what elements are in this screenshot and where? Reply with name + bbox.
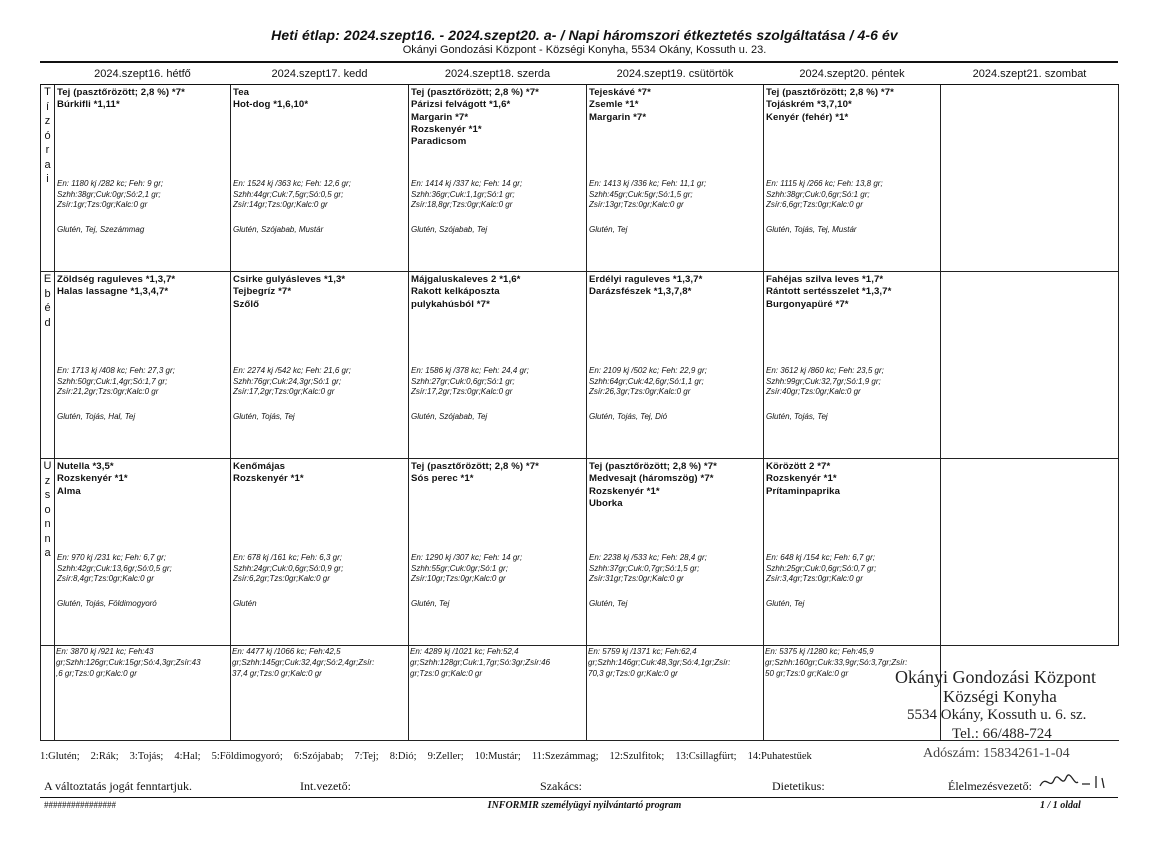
nutrition-info	[57, 179, 229, 211]
nutrition-line: Zsír:3,4gr;Tzs:0gr;Kalc:0 gr	[766, 574, 863, 584]
meal-label	[41, 85, 55, 272]
nutrition-line: En: 2238 kj /533 kc; Feh: 28,4 gr;	[589, 553, 707, 562]
menu-item: Tojáskrém *3,7,10*	[766, 99, 852, 111]
menu-cell	[764, 272, 941, 459]
stamp-line-3: 5534 Okány, Kossuth u. 6. sz.	[907, 707, 1087, 723]
daily-total-line: En: 4289 kj /1021 kc; Feh:52,4	[410, 647, 519, 656]
allergen-info: Glutén, Tej	[589, 225, 628, 234]
menu-items	[409, 459, 586, 486]
weekly-menu-table	[40, 64, 1119, 741]
nutrition-line: Szhh:37gr;Cuk:0,7gr;Só:1,5 gr;	[589, 563, 700, 573]
allergen-legend-item: 12:Szulfitok;	[609, 751, 665, 762]
nutrition-info	[57, 366, 229, 398]
allergen-info: Glutén, Tojás, Hal, Tej	[57, 412, 136, 421]
nutrition-line: Zsír:26,3gr;Tzs:0gr;Kalc:0 gr	[589, 387, 691, 397]
nutrition-line: Zsír:18,8gr;Tzs:0gr;Kalc:0 gr	[411, 200, 513, 210]
daily-total-cell	[587, 646, 764, 741]
menu-items	[231, 85, 408, 112]
menu-items	[231, 459, 408, 486]
nutrition-line: En: 1115 kj /266 kc; Feh: 13,8 gr;	[766, 179, 883, 188]
meal-label	[41, 272, 55, 459]
menu-item: Tej (pasztőrözött; 2,8 %) *7*	[589, 461, 717, 472]
nutrition-line: Szhh:24gr;Cuk:0,6gr;Só:0,9 gr;	[233, 563, 344, 573]
nutrition-info	[233, 179, 407, 211]
nutrition-line: Szhh:38gr;Cuk:0gr;Só:2,1 gr;	[57, 189, 161, 199]
menu-items	[55, 85, 230, 112]
allergen-info: Glutén, Tej	[589, 599, 628, 608]
footer-page: 1 / 1 oldal	[1040, 800, 1081, 811]
menu-item: pulykahúsból *7*	[411, 298, 490, 310]
menu-item: Tej (pasztőrözött; 2,8 %) *7*	[57, 87, 185, 98]
menu-items	[764, 459, 940, 498]
menu-item: Alma	[57, 485, 81, 497]
nutrition-line: Szhh:36gr;Cuk:1,1gr;Só:1 gr;	[411, 189, 515, 199]
menu-item: Rozskenyér *1*	[411, 123, 482, 135]
menu-items	[587, 85, 763, 124]
daily-total-line: gr;Szhh:128gr;Cuk:1,7gr;Só:3gr;Zsír:46	[410, 658, 551, 667]
menu-item: Szőlő	[233, 298, 260, 310]
allergen-info: Glutén, Tojás, Tej, Mustár	[766, 225, 857, 234]
day-header-2: 2024.szept18. szerda	[409, 64, 587, 85]
menu-items	[409, 85, 586, 148]
nutrition-line: Zsír:31gr;Tzs:0gr;Kalc:0 gr	[589, 574, 684, 584]
daily-total-line: En: 5759 kj /1371 kc; Feh:62,4	[588, 647, 697, 656]
totals-label	[41, 646, 55, 741]
day-header-1: 2024.szept17. kedd	[231, 64, 409, 85]
nutrition-line: Szhh:45gr;Cuk:5gr;Só:1,5 gr;	[589, 189, 693, 199]
nutrition-info	[766, 366, 939, 398]
kitchen-stamp	[895, 668, 1127, 763]
nutrition-line: En: 678 kj /161 kc; Feh: 6,3 gr;	[233, 553, 342, 562]
menu-item: Tej (pasztőrözött; 2,8 %) *7*	[411, 461, 539, 472]
menu-cell	[587, 85, 764, 272]
meal-label-letter: U	[43, 460, 52, 472]
allergen-info: Glutén, Szójabab, Mustár	[233, 225, 324, 234]
allergen-legend-item: 1:Glutén;	[40, 751, 80, 762]
menu-item: Rántott sertésszelet *1,3,7*	[766, 286, 892, 298]
stamp-line-4: Tel.: 66/488-724	[952, 726, 1052, 742]
nutrition-line: Zsír:13gr;Tzs:0gr;Kalc:0 gr	[589, 200, 684, 210]
allergen-info: Glutén, Tej	[411, 599, 450, 608]
nutrition-info	[57, 553, 229, 585]
menu-item: Tejeskávé *7*	[589, 87, 651, 98]
allergen-legend-item: 9:Zeller;	[427, 751, 464, 762]
stamp-line-2: Községi Konyha	[943, 687, 1057, 706]
menu-cell	[55, 272, 231, 459]
nutrition-line: Zsír:6,2gr;Tzs:0gr;Kalc:0 gr	[233, 574, 330, 584]
menu-item: Rozskenyér *1*	[57, 473, 128, 485]
menu-item: Körözött 2 *7*	[766, 461, 831, 472]
allergen-info: Glutén	[233, 599, 257, 608]
nutrition-line: Zsír:1gr;Tzs:0gr;Kalc:0 gr	[57, 200, 148, 210]
allergen-legend-item: 2:Rák;	[90, 751, 119, 762]
nutrition-line: En: 2274 kj /542 kc; Feh: 21,6 gr;	[233, 366, 351, 375]
meal-label-letter: s	[44, 489, 51, 501]
meal-label-letter: a	[44, 158, 51, 171]
allergen-legend-item: 13:Csillagfürt;	[675, 751, 737, 762]
menu-title: Heti étlap: 2024.szept16. - 2024.szept20. a- / Napi háromszori étkeztetés szolgáltatása / 4-6 év	[271, 27, 898, 43]
manager-signature-label: Int.vezető:	[300, 779, 351, 793]
menu-cell	[55, 85, 231, 272]
allergen-info: Glutén, Szójabab, Tej	[411, 225, 488, 234]
menu-item: Burgonyapüré *7*	[766, 298, 849, 310]
menu-items	[231, 272, 408, 311]
menu-item: Csirke gulyásleves *1,3*	[233, 274, 346, 285]
menu-cell	[55, 459, 231, 646]
nutrition-info	[766, 179, 939, 211]
daily-total-line: gr;Szhh:126gr;Cuk:15gr;Só:4,3gr;Zsír:43	[56, 658, 201, 667]
nutrition-line: Zsír:6,6gr;Tzs:0gr;Kalc:0 gr	[766, 200, 863, 210]
daily-total-line: gr;Szhh:160gr;Cuk:33,9gr;Só:3,7gr;Zsír:	[765, 658, 908, 667]
footer-hash: ################	[44, 800, 116, 810]
menu-cell	[941, 459, 1119, 646]
menu-item: Sós perec *1*	[411, 473, 474, 485]
nutrition-info	[589, 179, 762, 211]
menu-items	[587, 272, 763, 299]
footer-program: INFORMIR személyügyi nyilvántartó program	[487, 800, 682, 811]
menu-cell	[587, 459, 764, 646]
daily-total-cell	[55, 646, 231, 741]
day-header-row	[41, 64, 1119, 85]
allergen-info: Glutén, Szójabab, Tej	[411, 412, 488, 421]
menu-item: Erdélyi raguleves *1,3,7*	[589, 274, 703, 285]
meal-label-letter: n	[44, 518, 51, 530]
daily-total-line: gr;Szhh:146gr;Cuk:48,3gr;Só:4,1gr;Zsír:	[588, 658, 731, 667]
nutrition-line: En: 3612 kj /860 kc; Feh: 23,5 gr;	[766, 366, 884, 375]
menu-cell	[409, 85, 587, 272]
menu-item: Fahéjas szilva leves *1,7*	[766, 274, 884, 285]
menu-cell	[231, 85, 409, 272]
menu-item: Tejbegríz *7*	[233, 286, 292, 298]
allergen-info: Glutén, Tej, Szezámmag	[57, 225, 145, 234]
allergen-legend-item: 3:Tojás;	[129, 751, 164, 762]
allergen-legend-item: 14:Puhatestűek	[747, 751, 812, 762]
menu-item: Tej (pasztőrözött; 2,8 %) *7*	[411, 87, 539, 98]
meal-label-letter: o	[44, 503, 51, 516]
daily-total-line: En: 3870 kj /921 kc; Feh:43	[56, 647, 154, 656]
menu-item: Kenyér (fehér) *1*	[766, 111, 849, 123]
nutrition-line: En: 970 kj /231 kc; Feh: 6,7 gr;	[57, 553, 166, 562]
menu-items	[55, 459, 230, 498]
menu-items	[941, 459, 1118, 461]
menu-item: Margarin *7*	[589, 111, 647, 123]
menu-cell	[231, 272, 409, 459]
nutrition-line: En: 1180 kj /282 kc; Feh: 9 gr;	[57, 179, 164, 188]
daily-total-line: 50 gr;Tzs:0 gr;Kalc:0 gr	[765, 669, 849, 678]
meal-label-letter: d	[44, 316, 51, 329]
allergen-legend-item: 8:Dió;	[389, 751, 417, 762]
nutrition-info	[589, 366, 762, 398]
nutrition-info	[411, 553, 585, 585]
handwritten-signature	[1038, 772, 1118, 792]
nutrition-line: Zsír:8,4gr;Tzs:0gr;Kalc:0 gr	[57, 574, 154, 584]
menu-item: Tea	[233, 87, 250, 98]
nutrition-line: Zsír:10gr;Tzs:0gr;Kalc:0 gr	[411, 574, 506, 584]
menu-cell	[764, 85, 941, 272]
menu-item: Zsemle *1*	[589, 99, 639, 111]
meal-row	[41, 272, 1119, 459]
daily-total-line: ,6 gr;Tzs:0 gr;Kalc:0 gr	[56, 669, 137, 678]
menu-item: Párizsi felvágott *1,6*	[411, 99, 511, 111]
nutrition-line: En: 1413 kj /336 kc; Feh: 11,1 gr;	[589, 179, 707, 188]
menu-item: Zöldség raguleves *1,3,7*	[57, 274, 176, 285]
menu-item: Paradicsom	[411, 136, 467, 148]
nutrition-line: Zsír:17,2gr;Tzs:0gr;Kalc:0 gr	[233, 387, 335, 397]
nutrition-line: Zsír:21,2gr;Tzs:0gr;Kalc:0 gr	[57, 387, 159, 397]
nutrition-info	[766, 553, 939, 585]
nutrition-info	[411, 366, 585, 398]
nutrition-line: Szhh:25gr;Cuk:0,6gr;Só:0,7 gr;	[766, 563, 877, 573]
food-manager-signature-label: Élelmezésvezető:	[948, 779, 1032, 793]
nutrition-info	[411, 179, 585, 211]
day-header-3: 2024.szept19. csütörtök	[587, 64, 764, 85]
stamp-line-1: Okányi Gondozási Központ	[895, 667, 1096, 687]
nutrition-line: Szhh:38gr;Cuk:0,6gr;Só:1 gr;	[766, 189, 870, 199]
nutrition-line: En: 1414 kj /337 kc; Feh: 14 gr;	[411, 179, 523, 188]
meal-label-letter: n	[44, 532, 51, 545]
menu-item: Rozskenyér *1*	[766, 473, 837, 485]
menu-items	[941, 85, 1118, 87]
nutrition-line: En: 2109 kj /502 kc; Feh: 22,9 gr;	[589, 366, 707, 375]
header-divider	[40, 61, 1118, 63]
menu-items	[764, 85, 940, 124]
menu-item: Uborka	[589, 497, 623, 509]
menu-item: Tej (pasztőrözött; 2,8 %) *7*	[766, 87, 894, 98]
menu-item: Medvesajt (háromszög) *7*	[589, 473, 714, 485]
menu-item: Halas lassagne *1,3,4,7*	[57, 286, 169, 298]
footer-divider	[40, 797, 1118, 798]
allergen-info: Glutén, Tojás, Tej	[233, 412, 295, 421]
day-header-0: 2024.szept16. hétfő	[55, 64, 231, 85]
allergen-legend-item: 11:Szezámmag;	[531, 751, 599, 762]
allergen-info: Glutén, Tojás, Tej	[766, 412, 828, 421]
menu-cell	[231, 459, 409, 646]
menu-item: Prítaminpaprika	[766, 485, 841, 497]
dietitian-signature-label: Dietetikus:	[772, 779, 825, 793]
menu-item: Margarin *7*	[411, 111, 469, 123]
daily-total-cell	[409, 646, 587, 741]
nutrition-line: En: 1586 kj /378 kc; Feh: 24,4 gr;	[411, 366, 529, 375]
meal-label-letter: i	[46, 173, 49, 185]
menu-item: Kenőmájas	[233, 461, 286, 472]
corner-cell	[41, 64, 55, 85]
nutrition-line: Szhh:55gr;Cuk:0gr;Só:1 gr;	[411, 563, 508, 573]
menu-items	[587, 459, 763, 510]
menu-cell	[409, 459, 587, 646]
nutrition-line: En: 1524 kj /363 kc; Feh: 12,6 gr;	[233, 179, 351, 188]
allergen-legend	[40, 751, 823, 762]
nutrition-line: En: 648 kj /154 kc; Feh: 6,7 gr;	[766, 553, 875, 562]
allergen-info: Glutén, Tojás, Tej, Dió	[589, 412, 668, 421]
menu-item: Búrkifli *1,11*	[57, 99, 120, 111]
meal-label-letter: T	[44, 86, 51, 98]
meal-label-letter: r	[45, 144, 50, 156]
menu-items	[941, 272, 1118, 274]
menu-cell	[409, 272, 587, 459]
allergen-info: Glutén, Tojás, Földimogyoró	[57, 599, 157, 608]
menu-item: Darázsfészek *1,3,7,8*	[589, 286, 692, 298]
menu-item: Májgaluskaleves 2 *1,6*	[411, 274, 521, 285]
meal-row	[41, 85, 1119, 272]
daily-total-line: gr;Szhh:145gr;Cuk:32,4gr;Só:2,4gr;Zsír:	[232, 658, 375, 667]
menu-items	[55, 272, 230, 299]
menu-item: Rakott kelkáposzta	[411, 286, 500, 298]
daily-total-line: gr;Tzs:0 gr;Kalc:0 gr	[410, 669, 483, 678]
nutrition-info	[233, 366, 407, 398]
nutrition-info	[233, 553, 407, 585]
meal-label-letter: z	[44, 115, 51, 127]
nutrition-line: En: 1290 kj /307 kc; Feh: 14 gr;	[411, 553, 523, 562]
menu-cell	[941, 272, 1119, 459]
nutrition-line: Szhh:44gr;Cuk:7,5gr;Só:0,5 gr;	[233, 189, 344, 199]
meal-label	[41, 459, 55, 646]
reserve-note: A változtatás jogát fenntartjuk.	[44, 779, 192, 793]
menu-item: Hot-dog *1,6,10*	[233, 99, 309, 111]
nutrition-line: Szhh:99gr;Cuk:32,7gr;Só:1,9 gr;	[766, 376, 881, 386]
nutrition-line: Szhh:76gr;Cuk:24,3gr;Só:1 gr;	[233, 376, 342, 386]
meal-label-letter: E	[43, 273, 52, 285]
menu-item: Nutella *3,5*	[57, 461, 114, 472]
day-header-4: 2024.szept20. péntek	[764, 64, 941, 85]
meal-label-letter: a	[44, 547, 51, 559]
daily-total-line: 37,4 gr;Tzs:0 gr;Kalc:0 gr	[232, 669, 322, 678]
daily-total-line: En: 4477 kj /1066 kc; Feh:42,5	[232, 647, 341, 656]
nutrition-line: En: 1713 kj /408 kc; Feh: 27,3 gr;	[57, 366, 175, 375]
nutrition-line: Szhh:27gr;Cuk:0,6gr;Só:1 gr;	[411, 376, 515, 386]
allergen-legend-item: 7:Tej;	[354, 751, 379, 762]
meal-label-letter: é	[44, 302, 51, 314]
menu-subtitle: Okányi Gondozási Központ - Községi Konyha, 5534 Okány, Kossuth u. 23.	[402, 44, 767, 56]
nutrition-info	[589, 553, 762, 585]
nutrition-line: Szhh:64gr;Cuk:42,6gr;Só:1,1 gr;	[589, 376, 704, 386]
allergen-legend-item: 5:Földimogyoró;	[211, 751, 283, 762]
meal-row	[41, 459, 1119, 646]
daily-total-line: En: 5375 kj /1280 kc; Feh:45,9	[765, 647, 874, 656]
menu-item: Rozskenyér *1*	[233, 473, 304, 485]
nutrition-line: Szhh:42gr;Cuk:13,6gr;Só:0,5 gr;	[57, 563, 172, 573]
daily-total-line: 70,3 gr;Tzs:0 gr;Kalc:0 gr	[588, 669, 678, 678]
menu-items	[409, 272, 586, 311]
nutrition-line: Zsír:17,2gr;Tzs:0gr;Kalc:0 gr	[411, 387, 513, 397]
menu-cell	[941, 85, 1119, 272]
menu-items	[764, 272, 940, 311]
meal-label-letter: í	[45, 100, 50, 113]
meal-label-letter: b	[44, 287, 51, 300]
menu-cell	[587, 272, 764, 459]
daily-total-cell	[231, 646, 409, 741]
cook-signature-label: Szakács:	[540, 779, 582, 793]
meal-label-letter: z	[44, 474, 51, 487]
day-header-5: 2024.szept21. szombat	[941, 64, 1119, 85]
allergen-legend-item: 4:Hal;	[174, 751, 201, 762]
nutrition-line: Zsír:14gr;Tzs:0gr;Kalc:0 gr	[233, 200, 328, 210]
nutrition-line: Szhh:50gr;Cuk:1,4gr;Só:1,7 gr;	[57, 376, 168, 386]
nutrition-line: Zsír:40gr;Tzs:0gr;Kalc:0 gr	[766, 387, 861, 397]
meal-label-letter: ó	[44, 129, 51, 142]
allergen-legend-item: 10:Mustár;	[474, 751, 521, 762]
allergen-info: Glutén, Tej	[766, 599, 805, 608]
menu-item: Rozskenyér *1*	[589, 485, 660, 497]
menu-cell	[764, 459, 941, 646]
stamp-line-5: Adószám: 15834261-1-04	[923, 746, 1070, 761]
allergen-legend-item: 6:Szójabab;	[293, 751, 344, 762]
